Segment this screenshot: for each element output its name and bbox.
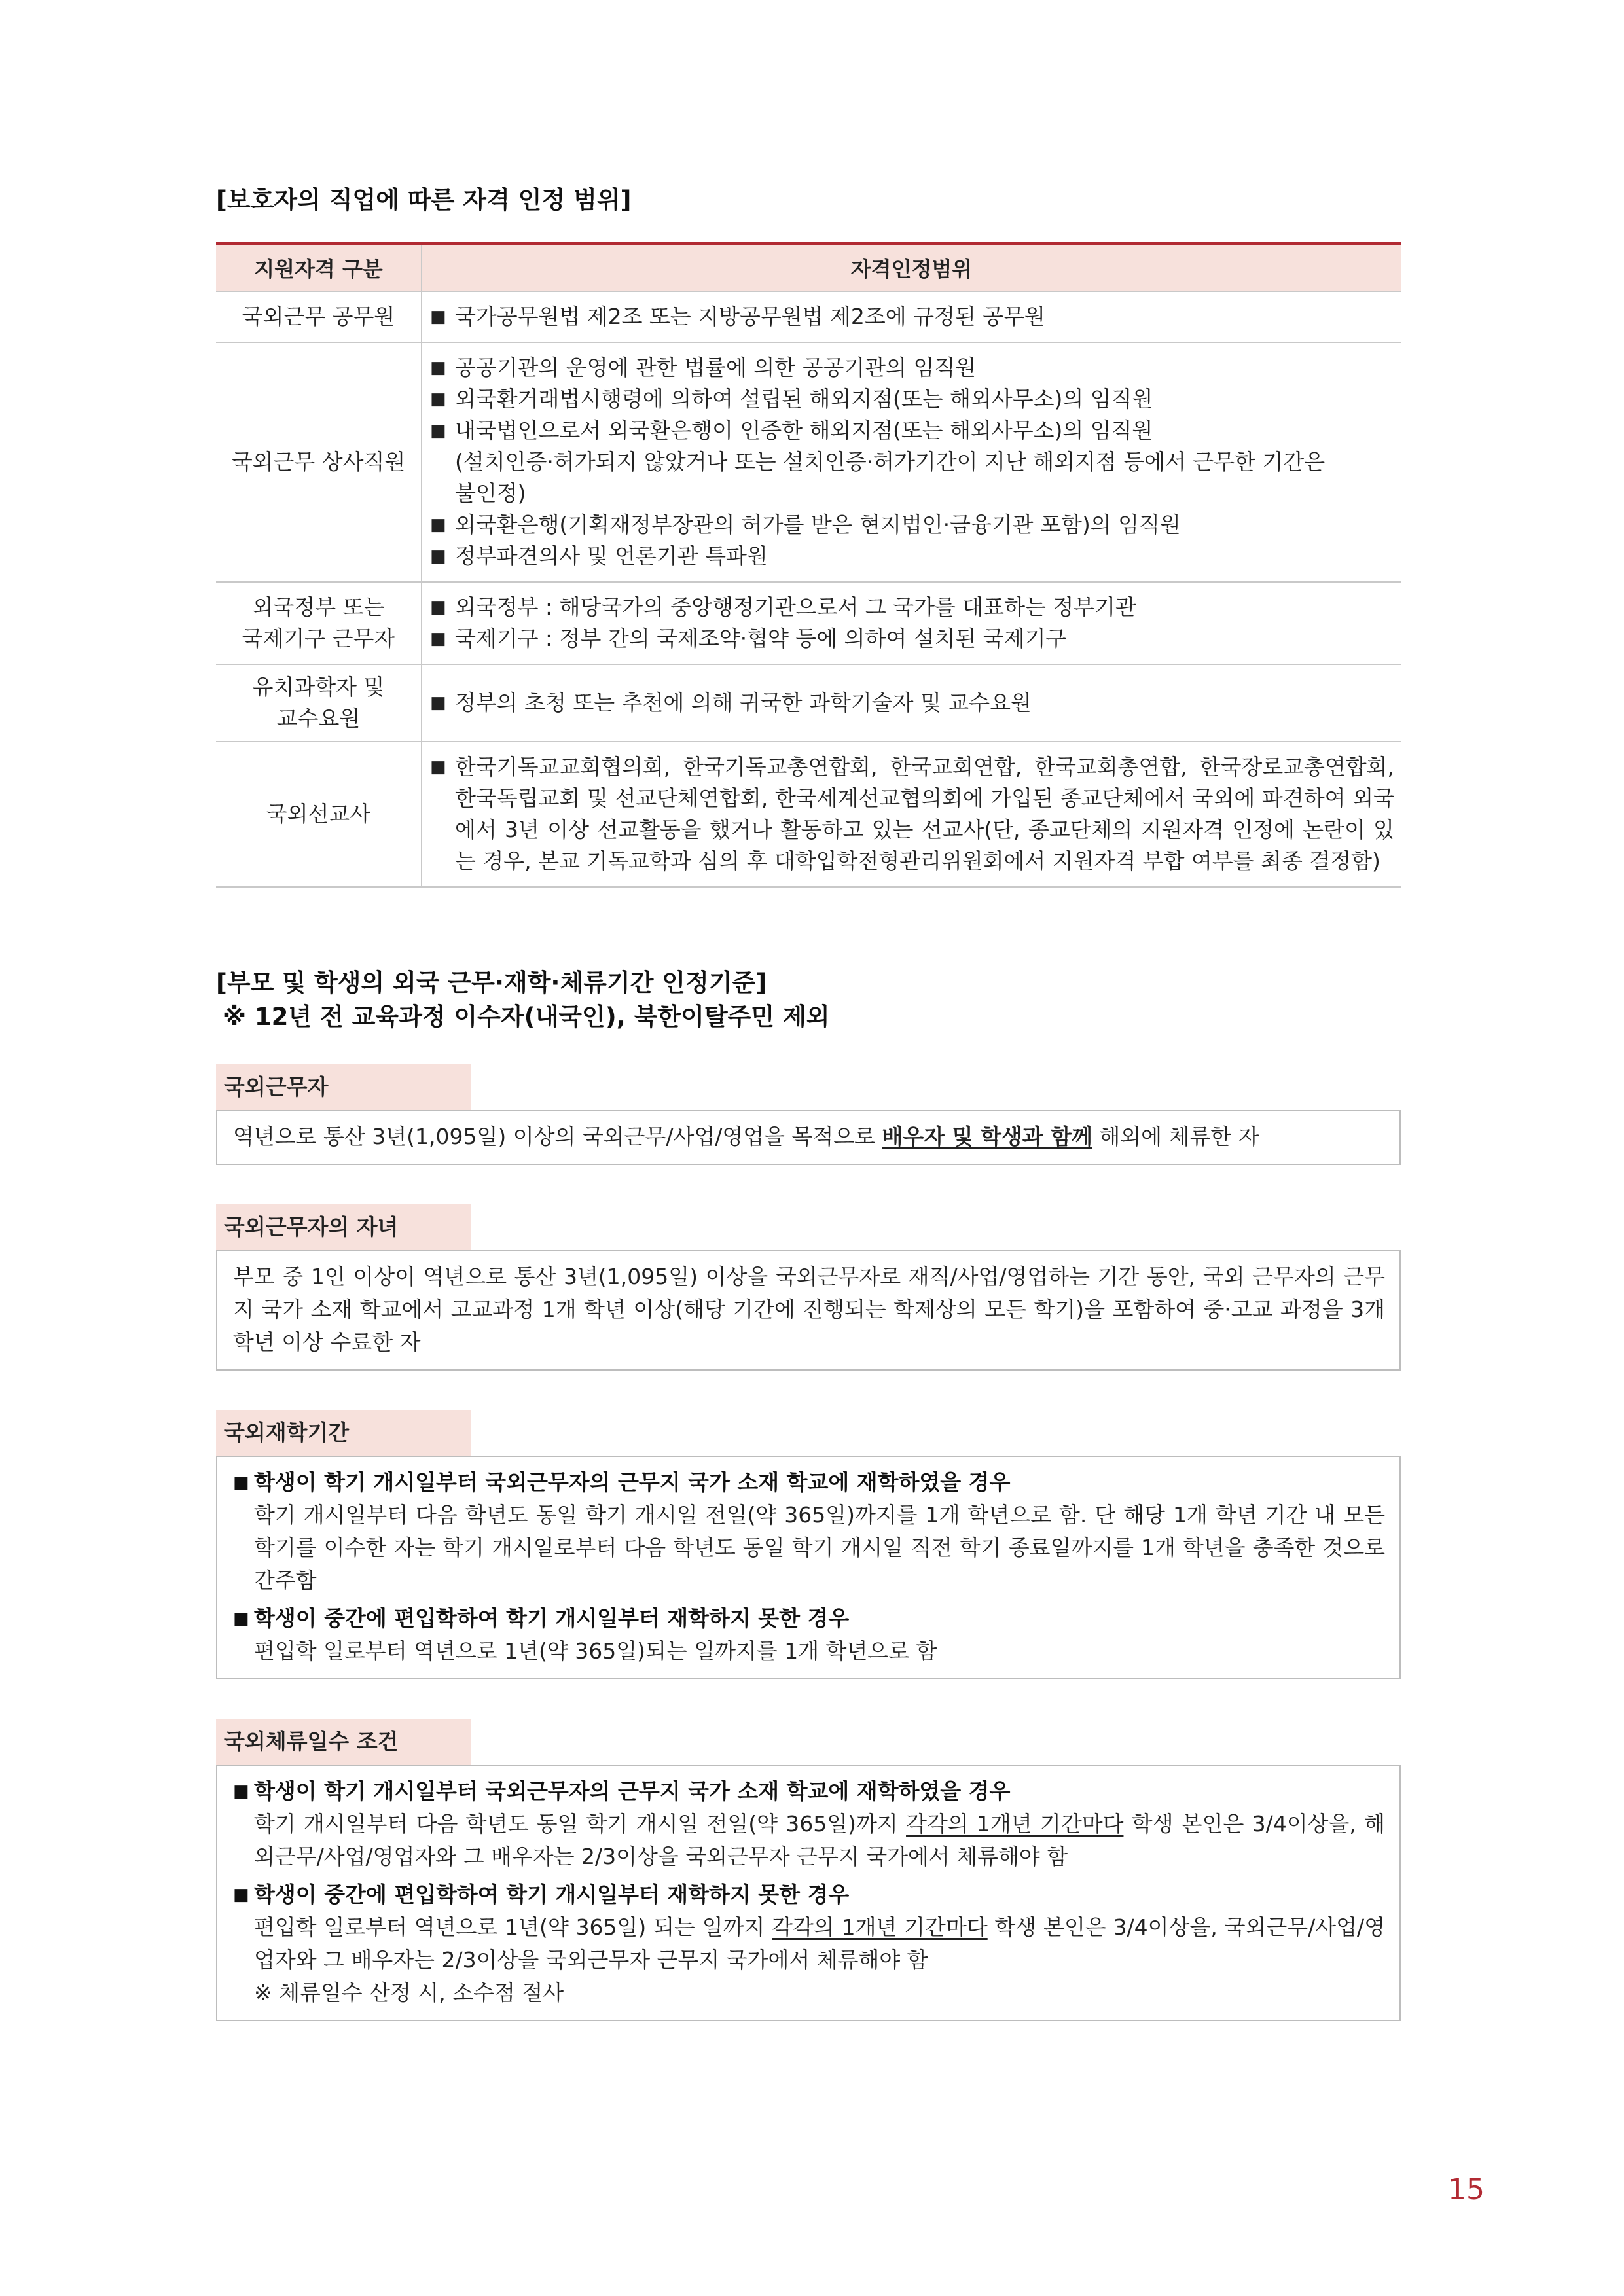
criteria-tag: 국외근무자 (216, 1064, 471, 1110)
bullet-square-icon: ■ (233, 1885, 249, 1905)
criteria-text: 편입학 일로부터 역년으로 1년(약 365일) 되는 일까지 각각의 1개년 기간마다 학생 본인은 3/4이상을, 국외근무/사업/영업자와 그 배우자는 2/3이상을 국외근무자 근무지 국가에서 체류해야 함 (254, 1914, 1385, 1973)
table-row (216, 342, 1401, 582)
criteria-block (216, 1204, 1401, 1371)
scope-item: ■ 정부의 초청 또는 추천에 의해 귀국한 과학기술자 및 교수요원 (429, 687, 1394, 719)
col-header-scope: 자격인정범위 (422, 243, 1401, 291)
table-row (216, 664, 1401, 742)
bullet-square-icon: ■ (430, 547, 446, 566)
criteria-tag: 국외재학기간 (216, 1410, 471, 1456)
emphasis-underlined: 각각의 1개년 기간마다 (772, 1914, 988, 1940)
scope-note: 불인정) (455, 480, 526, 506)
criteria-heading: ■ 학생이 중간에 편입학하여 학기 개시일부터 재학하지 못한 경우 (233, 1602, 1385, 1635)
row-category: 외국정부 또는 국제기구 근무자 (216, 582, 422, 664)
qualification-section-title: [보호자의 직업에 따른 자격 인정 범위] (216, 186, 632, 214)
criteria-heading: ■ 학생이 학기 개시일부터 국외근무자의 근무지 국가 소재 학교에 재학하였을 경우 (233, 1775, 1385, 1808)
row-category: 국외선교사 (216, 742, 422, 887)
page-content (216, 183, 1401, 2021)
table-row (216, 291, 1401, 342)
scope-item: ■ 외국정부 : 해당국가의 중앙행정기관으로서 그 국가를 대표하는 정부기관 (429, 592, 1394, 623)
row-scope (422, 742, 1401, 887)
period-section-title: [부모 및 학생의 외국 근무·재학·체류기간 인정기준] (216, 969, 767, 997)
scope-item: ■ 외국환거래법시행령에 의하여 설립된 해외지점(또는 해외사무소)의 임직원 (429, 384, 1394, 415)
bullet-square-icon: ■ (430, 598, 446, 617)
row-scope (422, 664, 1401, 742)
criteria-box (216, 1765, 1401, 2021)
criteria-text: 학기 개시일부터 다음 학년도 동일 학기 개시일 전일(약 365일)까지를 1개 학년으로 함. 단 해당 1개 학년 기간 내 모든 학기를 이수한 자는 학기 개시일로부터 다음 학년도 동일 학기 개시일 직전 학기 종료일까지를 1개 학년을 충족한 것으로 간주함 (254, 1502, 1385, 1593)
page-number: 15 (1448, 2173, 1485, 2206)
bullet-square-icon: ■ (430, 757, 446, 777)
emphasis-underlined: 배우자 및 학생과 함께 (882, 1124, 1092, 1149)
table-row (216, 742, 1401, 887)
bullet-square-icon: ■ (233, 1473, 249, 1492)
row-category: 국외근무 공무원 (216, 291, 422, 342)
scope-item: ■ 공공기관의 운영에 관한 법률에 의한 공공기관의 임직원 (429, 352, 1394, 384)
row-category: 유치과학자 및 교수요원 (216, 664, 422, 742)
row-scope (422, 342, 1401, 582)
criteria-tag: 국외근무자의 자녀 (216, 1204, 471, 1250)
bullet-square-icon: ■ (233, 1609, 249, 1628)
criteria-box: 역년으로 통산 3년(1,095일) 이상의 국외근무/사업/영업을 목적으로 배우자 및 학생과 함께 해외에 체류한 자 (216, 1110, 1401, 1165)
bullet-square-icon: ■ (430, 629, 446, 649)
row-scope (422, 291, 1401, 342)
bullet-square-icon: ■ (430, 358, 446, 378)
bullet-square-icon: ■ (233, 1782, 249, 1801)
criteria-text: 학기 개시일부터 다음 학년도 동일 학기 개시일 전일(약 365일)까지 각각의 1개년 기간마다 학생 본인은 3/4이상을, 해외근무/사업/영업자와 그 배우자는 2/3이상을 국외근무자 근무지 국가에서 체류해야 함 (254, 1811, 1385, 1869)
criteria-heading: ■ 학생이 학기 개시일부터 국외근무자의 근무지 국가 소재 학교에 재학하였을 경우 (233, 1466, 1385, 1499)
scope-item: ■ 외국환은행(기획재정부장관의 허가를 받은 현지법인·금융기관 포함)의 임직원 (429, 509, 1394, 541)
bullet-square-icon: ■ (430, 421, 446, 440)
col-header-category: 지원자격 구분 (216, 243, 422, 291)
scope-item: ■ 국제기구 : 정부 간의 국제조약·협약 등에 의하여 설치된 국제기구 (429, 623, 1394, 655)
bullet-square-icon: ■ (430, 515, 446, 535)
criteria-block (216, 1719, 1401, 2021)
table-header-row (216, 243, 1401, 291)
criteria-tag: 국외체류일수 조건 (216, 1719, 471, 1765)
scope-item: ■ 국가공무원법 제2조 또는 지방공무원법 제2조에 규정된 공무원 (429, 301, 1394, 332)
table-row (216, 582, 1401, 664)
scope-item: ■ 한국기독교교회협의회, 한국기독교총연합회, 한국교회연합, 한국교회총연합, 한국장로교총연합회, 한국독립교회 및 선교단체연합회, 한국세계선교협의회에 가입된 종교단체에서 국외에 파견하여 외국에서 3년 이상 선교활동을 했거나 활동하고 있는 선교사(단, 종교단체의 지원자격 인정에 논란이 있는 경우, 본교 기독교학과 심의 후 대학입학전형관리위원회에서 지원자격 부합 여부를 최종 결정함) (429, 751, 1394, 877)
scope-item: ■ 내국법인으로서 외국환은행이 인증한 해외지점(또는 해외사무소)의 임직원 (429, 415, 1394, 446)
row-category: 국외근무 상사직원 (216, 342, 422, 582)
criteria-box (216, 1456, 1401, 1679)
emphasis-underlined: 각각의 1개년 기간마다 (906, 1811, 1124, 1837)
qualification-table (216, 242, 1401, 888)
criteria-text: 편입학 일로부터 역년으로 1년(약 365일)되는 일까지를 1개 학년으로 함 (254, 1638, 937, 1664)
bullet-square-icon: ■ (430, 693, 446, 713)
bullet-square-icon: ■ (430, 389, 446, 409)
criteria-block (216, 1064, 1401, 1165)
criteria-block (216, 1410, 1401, 1679)
criteria-box: 부모 중 1인 이상이 역년으로 통산 3년(1,095일) 이상을 국외근무자로 재직/사업/영업하는 기간 동안, 국외 근무자의 근무지 국가 소재 학교에서 고교과정 1개 학년 이상(해당 기간에 진행되는 학제상의 모든 학기)을 포함하여 중·고교 과정을 3개 학년 이상 수료한 자 (216, 1250, 1401, 1371)
criteria-remark: ※ 체류일수 산정 시, 소수점 절사 (254, 1980, 564, 2005)
row-scope (422, 582, 1401, 664)
scope-note: (설치인증·허가되지 않았거나 또는 설치인증·허가기간이 지난 해외지점 등에서 근무한 기간은 (455, 449, 1326, 475)
bullet-square-icon: ■ (430, 307, 446, 327)
scope-item: ■ 정부파견의사 및 언론기관 특파원 (429, 541, 1394, 572)
exclusion-note: ※ 12년 전 교육과정 이수자(내국인), 북한이탈주민 제외 (223, 1003, 830, 1031)
criteria-heading: ■ 학생이 중간에 편입학하여 학기 개시일부터 재학하지 못한 경우 (233, 1878, 1385, 1911)
